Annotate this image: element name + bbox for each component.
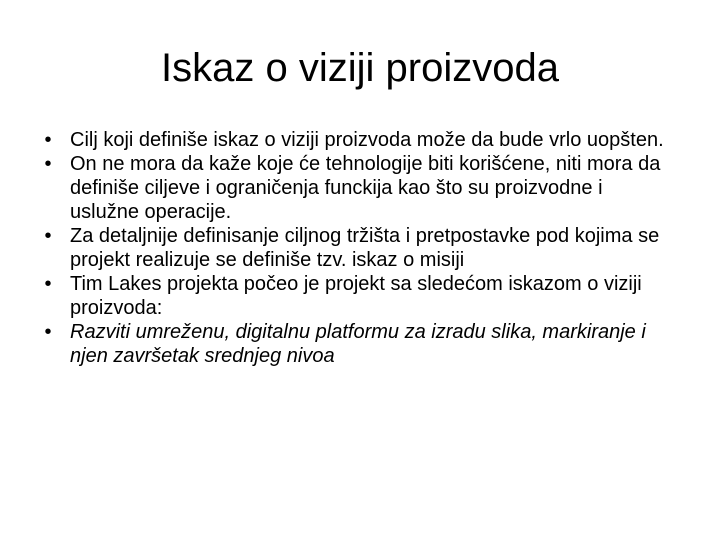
bullet-text: Razviti umreženu, digitalnu platformu za izradu slika, markiranje i njen završetak srednjeg nivoa bbox=[70, 321, 646, 367]
bullet-item bbox=[36, 224, 676, 272]
bullet-item bbox=[36, 320, 676, 368]
slide-title: Iskaz o viziji proizvoda bbox=[161, 46, 559, 90]
bullet-list bbox=[36, 128, 676, 368]
bullet-text: Cilj koji definiše iskaz o viziji proizvoda može da bude vrlo uopšten. bbox=[70, 129, 664, 151]
bullet-item bbox=[36, 152, 676, 224]
bullet-text: On ne mora da kaže koje će tehnologije biti korišćene, niti mora da definiše ciljeve i ograničenja funckija kao što su proizvodne i uslužne operacije. bbox=[70, 153, 661, 223]
bullet-marker: • bbox=[44, 129, 52, 151]
bullet-marker: • bbox=[44, 153, 52, 175]
bullet-text: Tim Lakes projekta počeo je projekt sa sledećom iskazom o viziji proizvoda: bbox=[70, 273, 642, 319]
bullet-marker: • bbox=[44, 321, 52, 343]
bullet-item bbox=[36, 128, 676, 152]
bullet-item bbox=[36, 272, 676, 320]
bullet-marker: • bbox=[44, 225, 52, 247]
bullet-marker: • bbox=[44, 273, 52, 295]
bullet-text: Za detaljnije definisanje ciljnog tržišta i pretpostavke pod kojima se projekt realizuje se definiše tzv. iskaz o misiji bbox=[70, 225, 660, 271]
